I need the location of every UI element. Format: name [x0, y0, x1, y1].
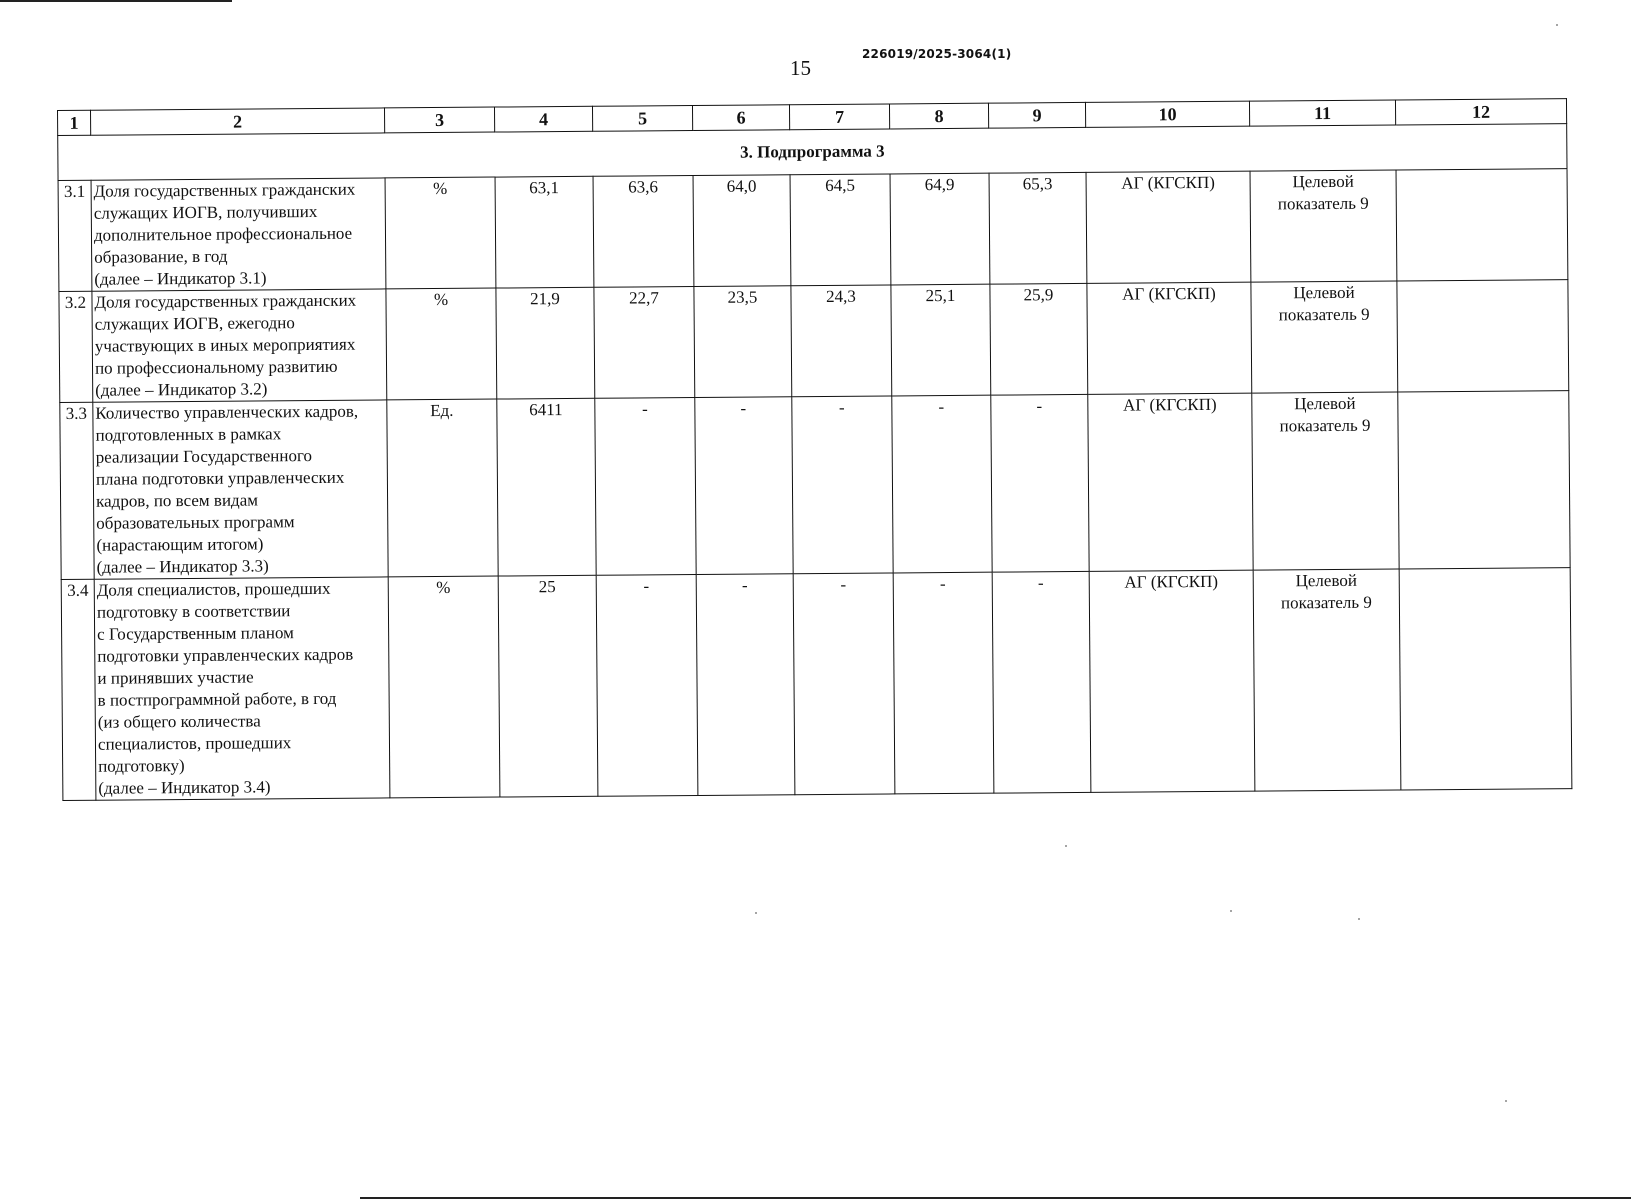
value-cell: 21,9 — [496, 287, 595, 399]
indicator-number: 3.4 — [61, 579, 96, 800]
target-indicator-cell: Целевой показатель 9 — [1250, 170, 1397, 282]
scan-speck — [755, 912, 757, 914]
page-number: 15 — [790, 56, 811, 80]
responsible-cell: АГ (КГСКП) — [1088, 393, 1253, 571]
column-header: 5 — [592, 106, 692, 132]
value-cell: 24,3 — [791, 285, 892, 397]
value-cell: 25,9 — [990, 283, 1088, 395]
value-cell: 63,6 — [593, 176, 694, 288]
unit-cell: Ед. — [387, 399, 498, 577]
scan-speck — [1065, 845, 1067, 847]
empty-cell — [1397, 280, 1569, 392]
value-cell: - — [792, 396, 893, 574]
scan-speck — [1556, 24, 1558, 26]
value-cell: 64,0 — [693, 175, 791, 287]
unit-cell: % — [388, 576, 500, 798]
scan-speck — [1230, 910, 1232, 912]
table-row — [58, 169, 1568, 292]
empty-cell — [1396, 169, 1568, 281]
value-cell: 65,3 — [989, 172, 1087, 284]
column-header: 1 — [58, 110, 91, 135]
indicators-table — [57, 98, 1572, 801]
indicator-name: Доля государственных гражданских служащих ИОГВ, ежегодно участвующих в иных мероприятиях по профессиональному развитию (далее – Индикатор 3.2) — [92, 289, 387, 402]
unit-cell: % — [386, 288, 497, 400]
scan-edge-line-bottom — [360, 1197, 1631, 1199]
column-header: 9 — [988, 102, 1085, 128]
value-cell: - — [695, 397, 793, 575]
indicator-name: Доля государственных гражданских служащих ИОГВ, получивших дополнительное профессиональное образование, в год (далее – Индикатор 3.1) — [91, 178, 386, 291]
value-cell: - — [793, 573, 895, 795]
column-header: 2 — [91, 108, 385, 135]
value-cell: 25 — [498, 575, 598, 797]
column-header: 6 — [692, 105, 789, 131]
value-cell: 64,9 — [890, 173, 990, 285]
empty-cell — [1399, 568, 1572, 790]
table-row — [61, 568, 1572, 801]
value-cell: - — [595, 397, 696, 575]
table-row — [60, 391, 1570, 580]
column-header: 7 — [789, 104, 889, 130]
indicator-number: 3.3 — [60, 402, 94, 579]
value-cell: 6411 — [497, 398, 596, 576]
value-cell: - — [696, 574, 795, 796]
responsible-cell: АГ (КГСКП) — [1086, 171, 1251, 283]
value-cell: - — [992, 571, 1091, 793]
document-registration-code: 226019/2025-3064(1) — [862, 47, 1012, 61]
indicator-number: 3.2 — [59, 291, 93, 402]
unit-cell: % — [385, 177, 496, 289]
empty-cell — [1398, 391, 1570, 569]
table-row — [59, 280, 1569, 403]
target-indicator-cell: Целевой показатель 9 — [1252, 392, 1399, 570]
section-title: 3. Подпрограмма 3 — [58, 124, 1567, 181]
value-cell: - — [892, 395, 992, 573]
target-indicator-cell: Целевой показатель 9 — [1251, 281, 1398, 393]
column-header: 4 — [494, 106, 592, 132]
indicator-name: Доля специалистов, прошедших подготовку в соответствии с Государственным планом подготовки управленческих кадров и принявших участие в постпрограммной работе, в год (из общего количества специалистов, прошедших подготовку) (далее – Индикатор 3.4) — [94, 577, 390, 800]
responsible-cell: АГ (КГСКП) — [1089, 570, 1255, 792]
scan-edge-line-top — [0, 0, 232, 2]
column-header: 10 — [1085, 101, 1249, 127]
column-header: 8 — [889, 103, 988, 129]
value-cell: - — [893, 572, 994, 794]
value-cell: 25,1 — [891, 284, 991, 396]
column-header: 12 — [1395, 99, 1566, 125]
target-indicator-cell: Целевой показатель 9 — [1253, 569, 1401, 791]
value-cell: 64,5 — [790, 174, 891, 286]
value-cell: 22,7 — [594, 287, 695, 399]
responsible-cell: АГ (КГСКП) — [1087, 282, 1252, 394]
scan-speck — [1358, 918, 1360, 920]
column-header: 11 — [1249, 100, 1395, 126]
value-cell: 23,5 — [694, 286, 792, 398]
value-cell: 63,1 — [495, 176, 594, 288]
value-cell: - — [991, 394, 1089, 572]
column-header: 3 — [384, 107, 494, 133]
value-cell: - — [596, 574, 698, 796]
scan-speck — [1505, 1100, 1507, 1102]
indicator-number: 3.1 — [58, 180, 92, 291]
indicator-name: Количество управленческих кадров, подготовленных в рамках реализации Государственного плана подготовки управленческих кадров, по всем видам образовательных программ (нарастающим итогом) (далее – Индикатор 3.3) — [93, 400, 388, 579]
